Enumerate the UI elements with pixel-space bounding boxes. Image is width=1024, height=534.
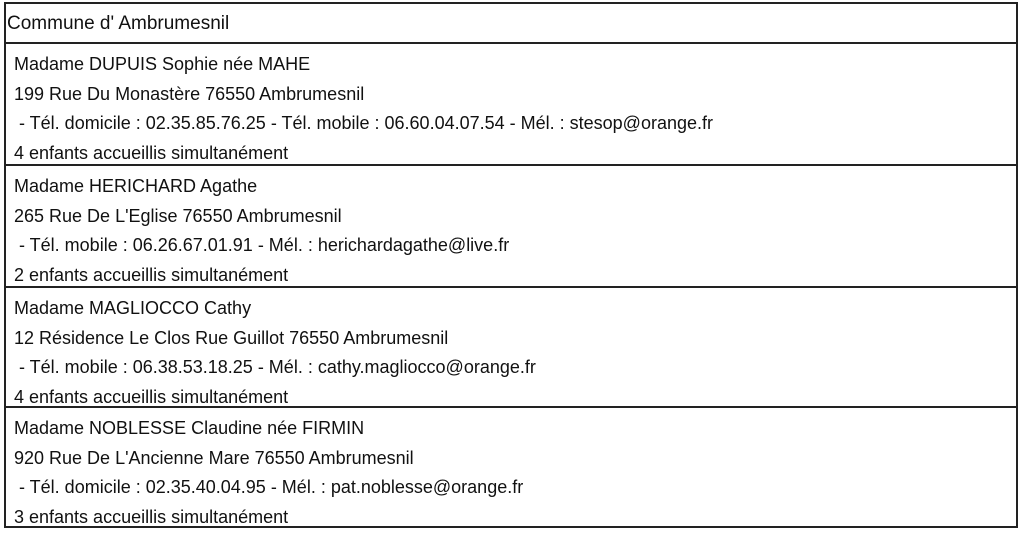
commune-header: Commune d' Ambrumesnil	[6, 4, 1016, 44]
entry-dupuis	[6, 44, 1016, 166]
entry-contact: - Tél. mobile : 06.38.53.18.25 - Mél. : cathy.magliocco@orange.fr	[19, 357, 536, 378]
entry-address: 920 Rue De L'Ancienne Mare 76550 Ambrumesnil	[14, 447, 414, 468]
entry-capacity: 4 enfants accueillis simultanément	[14, 387, 289, 408]
assistant-list-table	[4, 2, 1018, 528]
entry-address: 265 Rue De L'Eglise 76550 Ambrumesnil	[14, 205, 342, 226]
entry-name: Madame NOBLESSE Claudine née FIRMIN	[14, 418, 365, 438]
entry-address: 199 Rue Du Monastère 76550 Ambrumesnil	[14, 83, 365, 104]
entry-capacity: 2 enfants accueillis simultanément	[14, 265, 289, 286]
entry-name: Madame DUPUIS Sophie née MAHE	[14, 54, 311, 74]
entry-herichard	[6, 166, 1016, 288]
entry-contact: - Tél. domicile : 02.35.85.76.25 - Tél. mobile : 06.60.04.07.54 - Mél. : stesop@orange.fr	[19, 113, 713, 134]
entry-contact: - Tél. domicile : 02.35.40.04.95 - Mél. : pat.noblesse@orange.fr	[19, 477, 524, 498]
entry-capacity: 4 enfants accueillis simultanément	[14, 143, 289, 164]
entry-noblesse	[6, 408, 1016, 526]
entry-contact: - Tél. mobile : 06.26.67.01.91 - Mél. : herichardagathe@live.fr	[19, 235, 510, 256]
entry-capacity: 3 enfants accueillis simultanément	[14, 507, 289, 528]
entry-name: Madame HERICHARD Agathe	[14, 176, 258, 196]
entry-magliocco	[6, 288, 1016, 408]
entry-address: 12 Résidence Le Clos Rue Guillot 76550 Ambrumesnil	[14, 327, 449, 348]
entry-name: Madame MAGLIOCCO Cathy	[14, 298, 252, 318]
